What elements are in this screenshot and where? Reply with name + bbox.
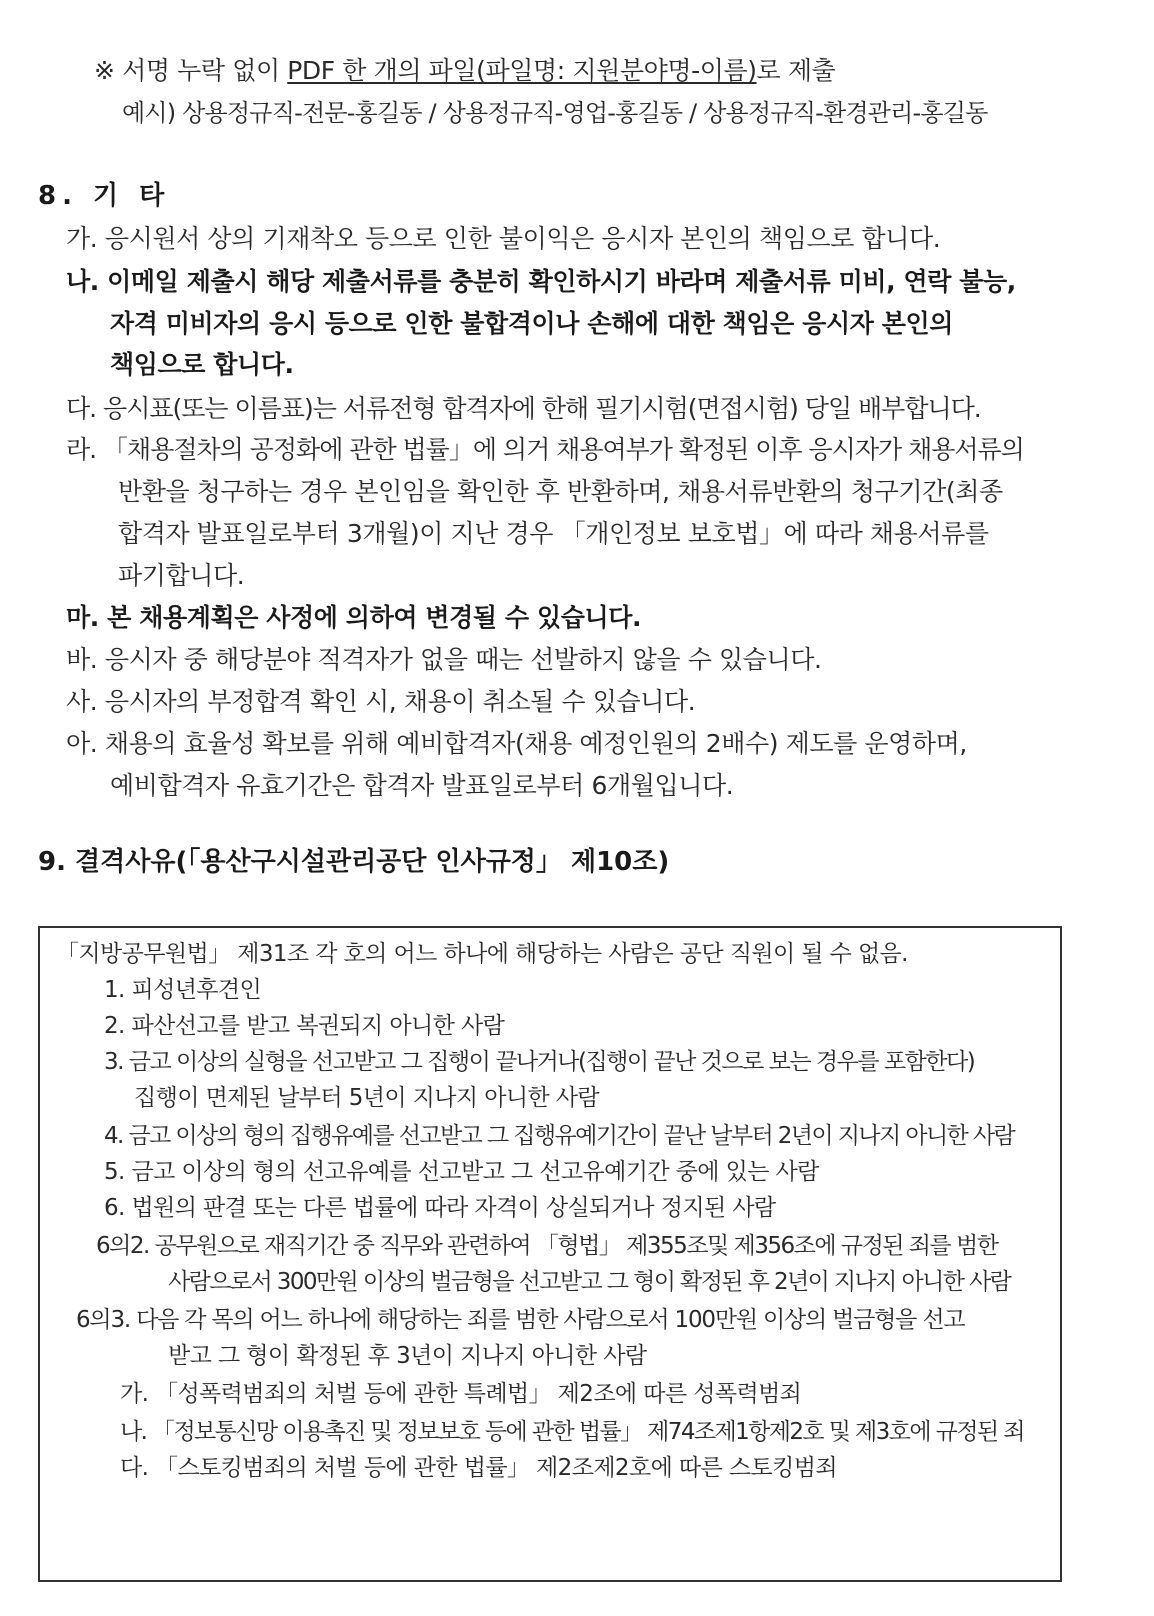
s9-item-6: 6. 법원의 판결 또는 다른 법률에 따라 자격이 상실되거나 정지된 사람 xyxy=(104,1195,776,1221)
s8-item-na-cont1: 자격 미비자의 응시 등으로 인한 불합격이나 손해에 대한 책임은 응시자 본인의 xyxy=(110,309,954,338)
s9-sub-na: 나. 「정보통신망 이용촉진 및 정보보호 등에 관한 법률」 제74조제1항제2호 및 제3호에 규정된 죄 xyxy=(120,1419,1024,1445)
s9-intro: 「지방공무원법」 제31조 각 호의 어느 하나에 해당하는 사람은 공단 직원이 될 수 없음. xyxy=(56,941,908,967)
s8-item-a: 아. 채용의 효율성 확보를 위해 예비합격자(채용 예정인원의 2배수) 제도를 운영하며, xyxy=(66,729,967,758)
s8-item-ga: 가. 응시원서 상의 기재착오 등으로 인한 불이익은 응시자 본인의 책임으로 합니다. xyxy=(66,224,941,253)
s9-item-3-cont: 집행이 면제된 날부터 5년이 지나지 아니한 사람 xyxy=(134,1085,600,1111)
s8-item-da: 다. 응시표(또는 이름표)는 서류전형 합격자에 한해 필기시험(면접시험) 당일 배부합니다. xyxy=(66,394,981,423)
note-suffix: 로 제출 xyxy=(756,56,836,85)
s8-item-ba: 바. 응시자 중 해당분야 적격자가 없을 때는 선발하지 않을 수 있습니다. xyxy=(66,645,822,674)
s8-item-a-cont: 예비합격자 유효기간은 합격자 발표일로부터 6개월입니다. xyxy=(110,771,734,800)
s8-item-ra-cont2: 합격자 발표일로부터 3개월)이 지난 경우 「개인정보 보호법」에 따라 채용서류를 xyxy=(118,519,989,548)
s8-item-ma: 마. 본 채용계획은 사정에 의하여 변경될 수 있습니다. xyxy=(66,603,642,632)
submission-note xyxy=(94,56,835,86)
s9-item-1: 1. 피성년후견인 xyxy=(104,977,262,1003)
note-prefix: ※ 서명 누락 없이 xyxy=(94,56,288,85)
s8-item-na-cont2: 책임으로 합니다. xyxy=(110,350,294,379)
s9-item-6-3: 6의3. 다음 각 목의 어느 하나에 해당하는 죄를 범한 사람으로서 100만원 이상의 벌금형을 선고 xyxy=(76,1307,965,1333)
s9-item-5: 5. 금고 이상의 형의 선고유예를 선고받고 그 선고유예기간 중에 있는 사람 xyxy=(104,1159,819,1185)
s8-item-sa: 사. 응시자의 부정합격 확인 시, 채용이 취소될 수 있습니다. xyxy=(66,687,696,716)
s9-item-6-2: 6의2. 공무원으로 재직기간 중 직무와 관련하여 「형법」 제355조및 제356조에 규정된 죄를 범한 xyxy=(96,1233,998,1259)
s9-item-4: 4. 금고 이상의 형의 집행유예를 선고받고 그 집행유예기간이 끝난 날부터 2년이 지나지 아니한 사람 xyxy=(104,1123,1015,1149)
s8-item-ra-cont1: 반환을 청구하는 경우 본인임을 확인한 후 반환하며, 채용서류반환의 청구기간(최종 xyxy=(118,477,1003,506)
s9-sub-da: 다. 「스토킹범죄의 처벌 등에 관한 법률」 제2조제2호에 따른 스토킹범죄 xyxy=(120,1455,837,1481)
s8-item-na: 나. 이메일 제출시 해당 제출서류를 충분히 확인하시기 바라며 제출서류 미비, 연락 불능, xyxy=(66,267,1016,296)
s8-item-ra-cont3: 파기합니다. xyxy=(118,561,245,590)
s9-sub-ga: 가. 「성폭력범죄의 처벌 등에 관한 특례법」 제2조에 따른 성폭력범죄 xyxy=(120,1381,802,1407)
s9-item-3: 3. 금고 이상의 실형을 선고받고 그 집행이 끝나거나(집행이 끝난 것으로 보는 경우를 포함한다) xyxy=(104,1049,975,1075)
section-9-title: 9. 결격사유(「용산구시설관리공단 인사규정」 제10조) xyxy=(38,847,670,877)
s9-item-6-2-cont: 사람으로서 300만원 이상의 벌금형을 선고받고 그 형이 확정된 후 2년이 지나지 아니한 사람 xyxy=(168,1269,1011,1295)
s8-item-ra: 라. 「채용절차의 공정화에 관한 법률」에 의거 채용여부가 확정된 이후 응시자가 채용서류의 xyxy=(66,435,1024,464)
s9-item-2: 2. 파산선고를 받고 복권되지 아니한 사람 xyxy=(104,1013,505,1039)
note-filename-rule: PDF 한 개의 파일(파일명: 지원분야명-이름) xyxy=(287,56,757,85)
section-8-title: 8. 기 타 xyxy=(38,181,171,211)
s9-item-6-3-cont: 받고 그 형이 확정된 후 3년이 지나지 아니한 사람 xyxy=(168,1343,647,1369)
submission-example: 예시) 상용정규직-전문-홍길동 / 상용정규직-영업-홍길동 / 상용정규직-환경관리-홍길동 xyxy=(122,99,988,127)
